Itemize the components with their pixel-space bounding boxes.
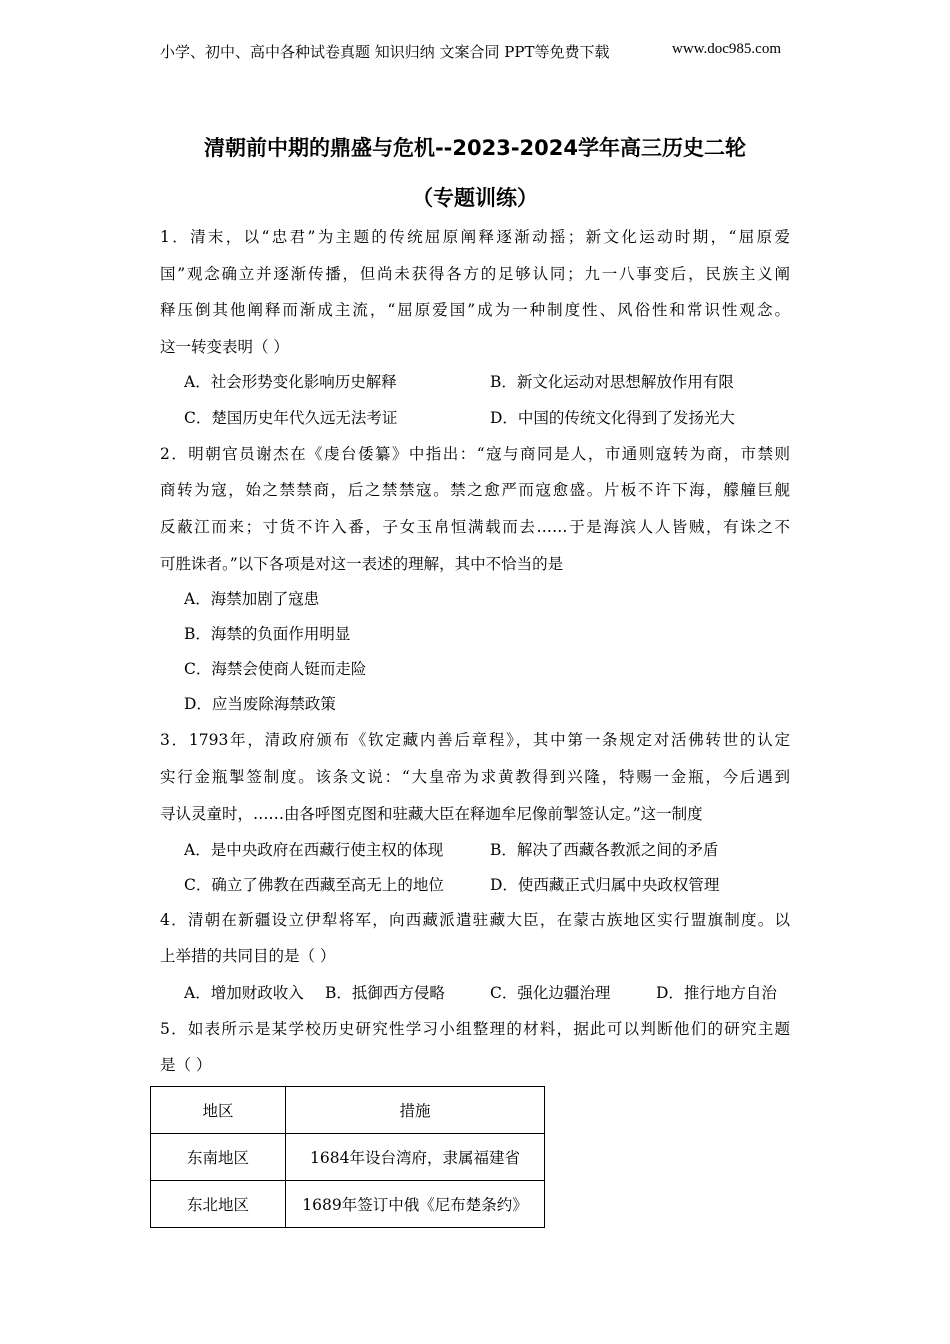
- question-text-line: 释压倒其他阐释而渐成主流，“屈原爱国”成为一种制度性、风俗性和常识性观念。: [160, 301, 790, 319]
- question-text-line: 可胜诛者。”以下各项是对这一表述的理解，其中不恰当的是: [160, 555, 564, 573]
- question-text-line: 2．明朝官员谢杰在《虔台倭纂》中指出：“寇与商同是人，市通则寇转为商，市禁则: [160, 445, 790, 463]
- question-text-line: 4．清朝在新疆设立伊犁将军，向西藏派遣驻藏大臣，在蒙古族地区实行盟旗制度。以: [160, 911, 790, 929]
- question-text-line: 上举措的共同目的是（ ）: [160, 947, 336, 965]
- option-d[interactable]: D．应当废除海禁政策: [184, 695, 336, 713]
- option-a[interactable]: A．是中央政府在西藏行使主权的体现: [184, 841, 444, 859]
- option-d[interactable]: D．中国的传统文化得到了发扬光大: [490, 409, 735, 427]
- table-cell: 1689年签订中俄《尼布楚条约》: [286, 1181, 545, 1228]
- page-header: [160, 41, 800, 62]
- header-text: 小学、初中、高中各种试卷真题 知识归纳 文案合同 PPT等免费下载: [160, 43, 610, 61]
- question-text-line: 1．清末，以“忠君”为主题的传统屈原阐释逐渐动摇；新文化运动时期，“屈原爱: [160, 228, 790, 246]
- table-row: [151, 1181, 545, 1228]
- document-title: 清朝前中期的鼎盛与危机--2023-2024学年高三历史二轮: [203, 136, 747, 160]
- option-a[interactable]: A．社会形势变化影响历史解释: [184, 373, 397, 391]
- option-b[interactable]: B．新文化运动对思想解放作用有限: [490, 373, 734, 391]
- question-text-line: 商转为寇，始之禁禁商，后之禁禁寇。禁之愈严而寇愈盛。片板不许下海，艨艟巨舰: [160, 481, 790, 499]
- option-b[interactable]: B．海禁的负面作用明显: [184, 625, 351, 643]
- option-c[interactable]: C．确立了佛教在西藏至高无上的地位: [184, 876, 444, 894]
- question-text-line: 国”观念确立并逐渐传播，但尚未获得各方的足够认同；九一八事变后，民族主义阐: [160, 265, 790, 283]
- question-text-line: 寻认灵童时，……由各呼图克图和驻藏大臣在释迦牟尼像前掣签认定。”这一制度: [160, 805, 703, 823]
- option-d[interactable]: D．使西藏正式归属中央政权管理: [490, 876, 720, 894]
- table-cell: 东南地区: [151, 1134, 286, 1181]
- table-header-cell: 措施: [286, 1087, 545, 1134]
- question-text-line: 这一转变表明（ ）: [160, 338, 289, 356]
- question-text-line: 反蔽江而来；寸货不许入番，子女玉帛恒满载而去……于是海滨人人皆贼，有诛之不: [160, 518, 790, 536]
- option-b[interactable]: B．解决了西藏各教派之间的矛盾: [490, 841, 719, 859]
- table-cell: 1684年设台湾府，隶属福建省: [286, 1134, 545, 1181]
- table-header-row: [151, 1087, 545, 1134]
- question-text-line: 是（ ）: [160, 1056, 212, 1074]
- option-c[interactable]: C．楚国历史年代久远无法考证: [184, 409, 398, 427]
- option-a[interactable]: A．海禁加剧了寇患: [184, 590, 320, 608]
- material-table: [150, 1086, 545, 1228]
- option-c[interactable]: C．海禁会使商人铤而走险: [184, 660, 367, 678]
- question-text-line: 实行金瓶掣签制度。该条文说：“大皇帝为求黄教得到兴隆，特赐一金瓶，今后遇到: [160, 768, 790, 786]
- question-text-line: 5．如表所示是某学校历史研究性学习小组整理的材料，据此可以判断他们的研究主题: [160, 1020, 790, 1038]
- option-c[interactable]: C．强化边疆治理: [490, 984, 611, 1002]
- option-d[interactable]: D．推行地方自治: [656, 984, 777, 1002]
- question-text-line: 3．1793年，清政府颁布《钦定藏内善后章程》，其中第一条规定对活佛转世的认定: [160, 731, 790, 749]
- table-header-cell: 地区: [151, 1087, 286, 1134]
- table-row: [151, 1134, 545, 1181]
- option-b[interactable]: B．抵御西方侵略: [325, 984, 445, 1002]
- table-cell: 东北地区: [151, 1181, 286, 1228]
- document-subtitle: （专题训练）: [412, 186, 538, 210]
- header-site-link[interactable]: www.doc985.com: [672, 41, 782, 57]
- option-a[interactable]: A．增加财政收入: [184, 984, 304, 1002]
